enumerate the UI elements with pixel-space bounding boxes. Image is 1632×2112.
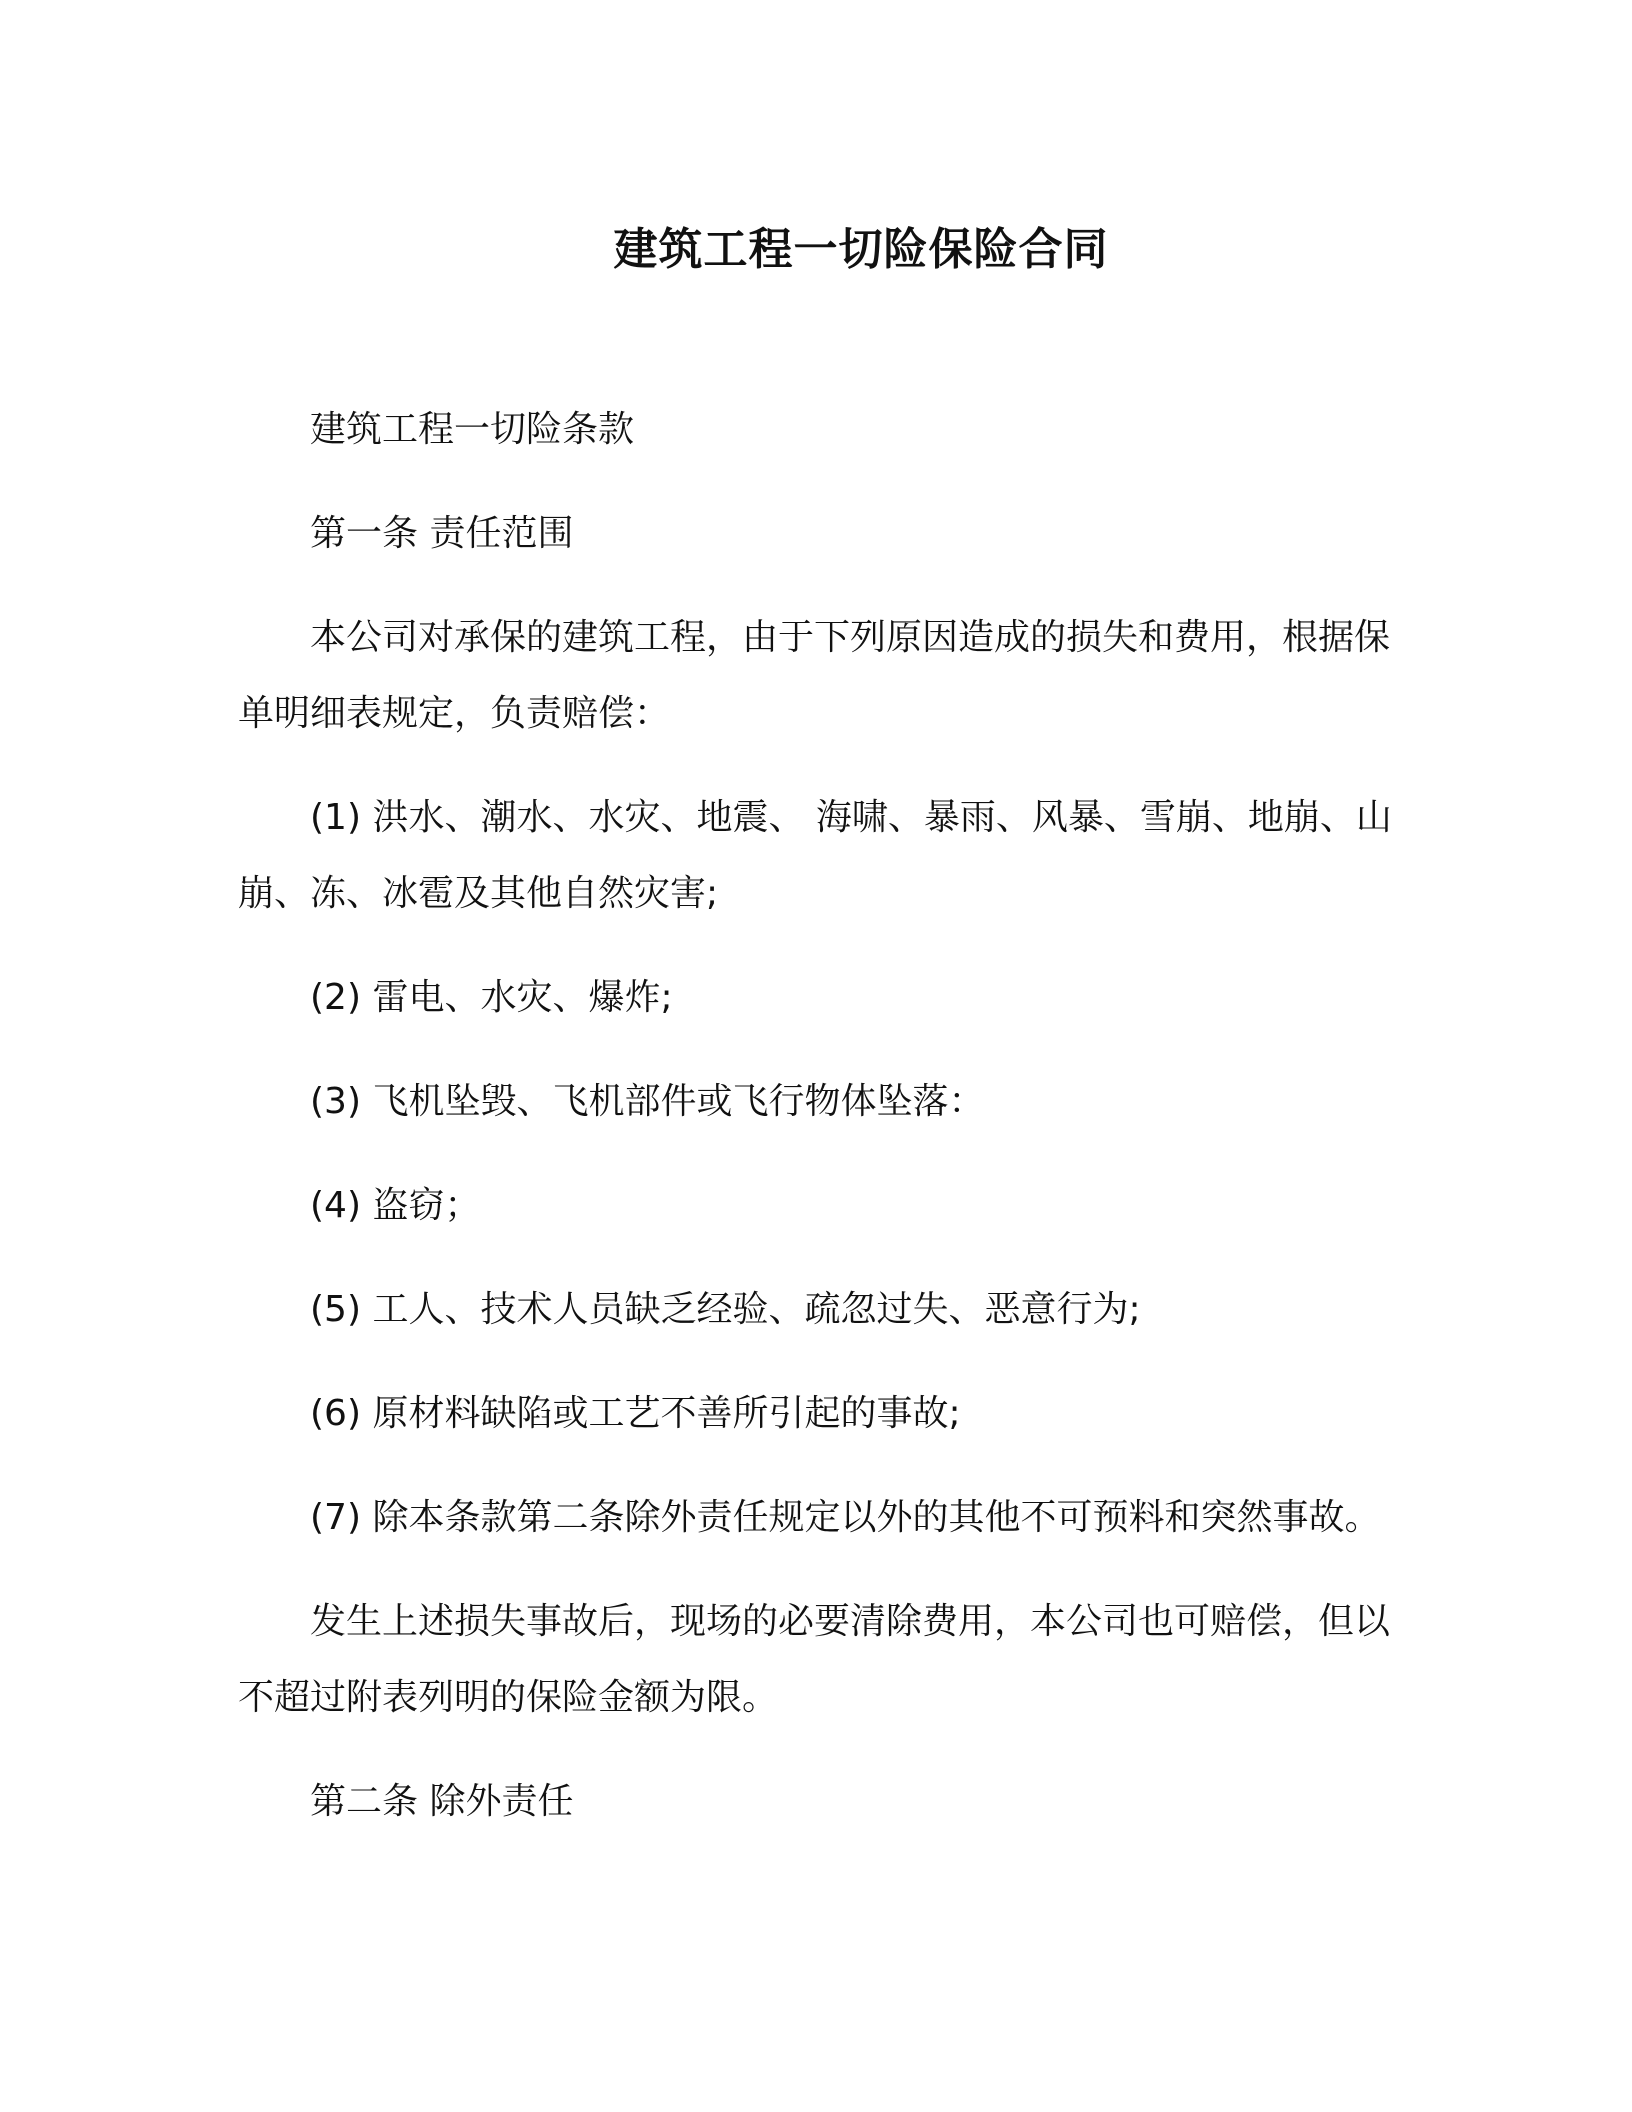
article-heading: 第二条 除外责任 <box>310 1781 574 1822</box>
article-heading: 第一条 责任范围 <box>310 513 574 554</box>
paragraph: 本公司对承保的建筑工程，由于下列原因造成的损失和费用，根据保单明细表规定，负责赔偿： <box>238 617 1391 734</box>
list-item: (1) 洪水、潮水、水灾、地震、 海啸、暴雨、风暴、雪崩、地崩、山崩、冻、冰雹及其他自然灾害; <box>238 797 1392 914</box>
section-heading: 建筑工程一切险条款 <box>310 409 635 450</box>
list-item: (2) 雷电、水灾、爆炸; <box>310 977 673 1018</box>
list-item: (4) 盗窃； <box>310 1185 481 1226</box>
list-item: (7) 除本条款第二条除外责任规定以外的其他不可预料和突然事故。 <box>310 1497 1381 1538</box>
list-item: (3) 飞机坠毁、飞机部件或飞行物体坠落： <box>310 1081 985 1122</box>
list-item: (6) 原材料缺陷或工艺不善所引起的事故; <box>310 1393 961 1434</box>
paragraph: 发生上述损失事故后，现场的必要清除费用，本公司也可赔偿，但以不超过附表列明的保险金额为限。 <box>238 1601 1391 1718</box>
document-title: 建筑工程一切险保险合同 <box>613 224 1109 275</box>
list-item: (5) 工人、技术人员缺乏经验、疏忽过失、恶意行为; <box>310 1289 1141 1330</box>
document-body <box>238 392 1398 1868</box>
